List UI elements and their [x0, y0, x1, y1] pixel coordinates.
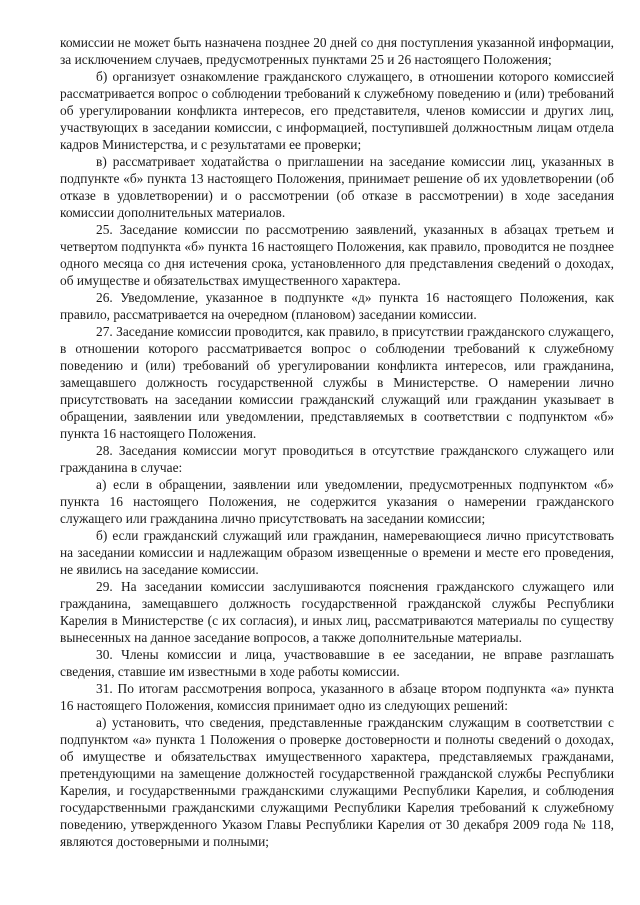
- paragraph: а) установить, что сведения, представленные гражданским служащим в соответствии с подпунктом «а» пункта 1 Положения о проверке достоверности и полноты сведений о доходах, об имуществе и обязательствах имущественного характера, представляемых гражданами, претендующими на замещение должностей государственной гражданской службы Республики Карелия, и государственными гражданскими служащими Республики Карелия, и соблюдения государственными гражданскими служащими Республики Карелия требований к служебному поведению, утвержденного Указом Главы Республики Карелия от 30 декабря 2009 года № 118, являются достоверными и полными;: [60, 715, 614, 849]
- paragraph: б) если гражданский служащий или гражданин, намеревающиеся лично присутствовать на заседании комиссии и надлежащим образом извещенные о времени и месте его проведения, не явились на заседание комиссии.: [60, 528, 614, 577]
- paragraph: 28. Заседания комиссии могут проводиться в отсутствие гражданского служащего или гражданина в случае:: [60, 443, 614, 475]
- paragraph: комиссии не может быть назначена позднее 20 дней со дня поступления указанной информации, за исключением случаев, предусмотренных пунктами 25 и 26 настоящего Положения;: [60, 35, 614, 67]
- paragraph: 27. Заседание комиссии проводится, как правило, в присутствии гражданского служащего, в отношении которого рассматривается вопрос о соблюдении требований к служебному поведению и (или) требований об урегулировании конфликта интересов, или гражданина, замещавшего должность государственной службы в Министерстве. О намерении лично присутствовать на заседании комиссии гражданский служащий или гражданин указывает в обращении, заявлении или уведомлении, представляемых в соответствии с подпунктом «б» пункта 16 настоящего Положения.: [60, 324, 614, 441]
- paragraph: 26. Уведомление, указанное в подпункте «д» пункта 16 настоящего Положения, как правило, рассматривается на очередном (плановом) заседании комиссии.: [60, 290, 614, 322]
- paragraph: в) рассматривает ходатайства о приглашении на заседание комиссии лиц, указанных в подпункте «б» пункта 13 настоящего Положения, принимает решение об их удовлетворении (об отказе в удовлетворении) и о рассмотрении (об отказе в рассмотрении) в ходе заседания комиссии дополнительных материалов.: [60, 154, 614, 220]
- paragraph: 29. На заседании комиссии заслушиваются пояснения гражданского служащего или гражданина, замещавшего должность государственной гражданской службы Республики Карелия в Министерстве (с их согласия), и иных лиц, рассматриваются материалы по существу вынесенных на данное заседание вопросов, а также дополнительные материалы.: [60, 579, 614, 645]
- paragraph: 25. Заседание комиссии по рассмотрению заявлений, указанных в абзацах третьем и четвертом подпункта «б» пункта 16 настоящего Положения, как правило, проводится не позднее одного месяца со дня истечения срока, установленного для представления сведений о доходах, об имуществе и обязательствах имущественного характера.: [60, 222, 614, 288]
- paragraph: 30. Члены комиссии и лица, участвовавшие в ее заседании, не вправе разглашать сведения, ставшие им известными в ходе работы комиссии.: [60, 647, 614, 679]
- paragraph: а) если в обращении, заявлении или уведомлении, предусмотренных подпунктом «б» пункта 16 настоящего Положения, не содержится указания о намерении гражданского служащего или гражданина лично присутствовать на заседании комиссии;: [60, 477, 614, 526]
- document-page: [60, 34, 614, 850]
- paragraph: б) организует ознакомление гражданского служащего, в отношении которого комиссией рассматривается вопрос о соблюдении требований к служебному поведению и (или) требований об урегулировании конфликта интересов, его представителя, членов комиссии и других лиц, участвующих в заседании комиссии, с информацией, поступившей должностным лицам отдела кадров Министерства, и с результатами ее проверки;: [60, 69, 614, 152]
- paragraph: 31. По итогам рассмотрения вопроса, указанного в абзаце втором подпункта «а» пункта 16 настоящего Положения, комиссия принимает одно из следующих решений:: [60, 681, 614, 713]
